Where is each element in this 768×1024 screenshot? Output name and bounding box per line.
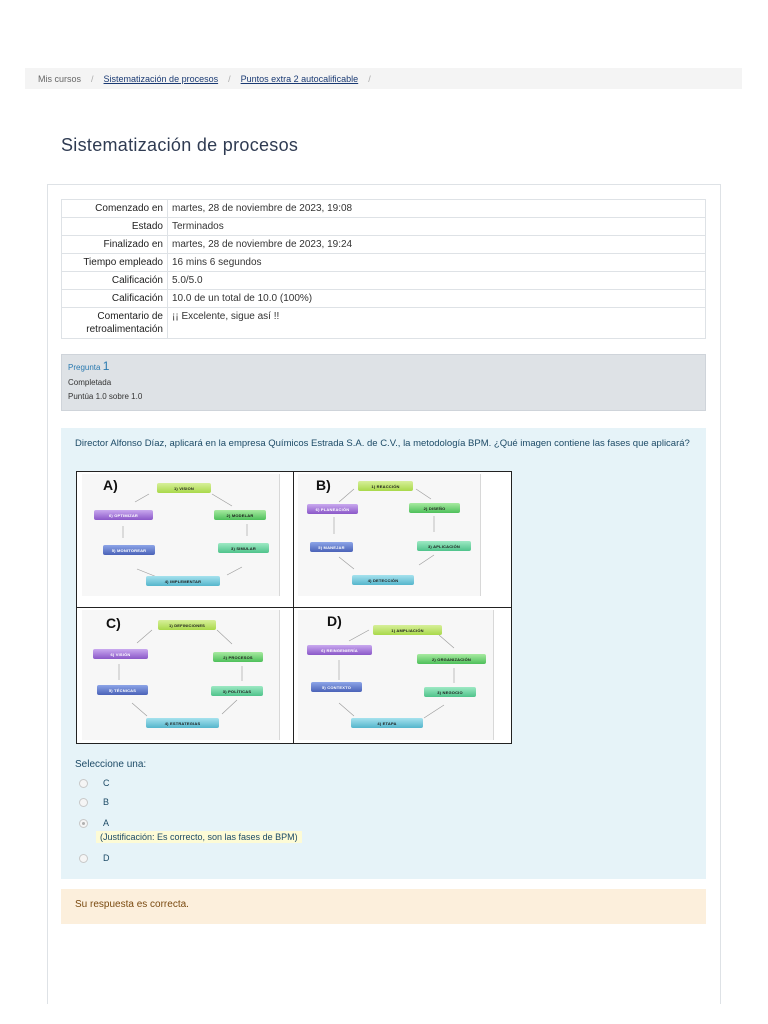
summary-row [62, 308, 706, 339]
summary-label: Tiempo empleado [62, 254, 168, 272]
phase-box: 1) AMPLIACIÓN [373, 625, 442, 635]
question-image [76, 471, 512, 744]
option-label: A [103, 818, 110, 828]
justification-text: (Justificación: Es correcto, son las fases de BPM) [96, 831, 302, 843]
question-number: 1 [102, 359, 110, 373]
phase-box: 5) TÉCNICAS [97, 685, 148, 695]
summary-row [62, 218, 706, 236]
phase-box: 3) APLICACIÓN [417, 541, 471, 551]
summary-value: martes, 28 de noviembre de 2023, 19:08 [168, 200, 706, 218]
phase-box: 3) SIMULAR [218, 543, 269, 553]
option-label: C [103, 778, 110, 788]
breadcrumb-separator: / [368, 73, 371, 84]
attempt-summary-table [61, 199, 706, 339]
phase-box: 6) REINGENIERÍA [307, 645, 372, 655]
summary-label: Calificación [62, 290, 168, 308]
summary-value: 16 mins 6 segundos [168, 254, 706, 272]
summary-label: Estado [62, 218, 168, 236]
phase-box: 6) PLANEACIÓN [307, 504, 358, 514]
summary-row [62, 200, 706, 218]
phase-box: 1) VISION [157, 483, 211, 493]
diagram-b [294, 472, 511, 608]
summary-row [62, 290, 706, 308]
radio-button[interactable] [79, 779, 88, 788]
page-title: Sistematización de procesos [61, 135, 299, 155]
diagram-letter: A) [103, 477, 118, 493]
question-score: Puntúa 1.0 sobre 1.0 [68, 392, 143, 401]
question-content [61, 428, 706, 879]
phase-box: 2) PROCESOS [213, 652, 263, 662]
option-label: D [103, 853, 110, 863]
summary-value: Terminados [168, 218, 706, 236]
phase-box: 4) DETECCIÓN [352, 575, 414, 585]
breadcrumb-separator: / [228, 73, 231, 84]
diagram-c [77, 608, 294, 743]
radio-button-selected[interactable] [79, 819, 88, 828]
summary-value: 5.0/5.0 [168, 272, 706, 290]
summary-label: Finalizado en [62, 236, 168, 254]
summary-value: 10.0 de un total de 10.0 (100%) [168, 290, 706, 308]
diagram-letter: D) [327, 613, 342, 629]
phase-box: 2) DISEÑO [409, 503, 460, 513]
phase-box: 5) MANEJAR [310, 542, 353, 552]
breadcrumb-separator: / [91, 73, 94, 84]
question-info-box [61, 354, 706, 411]
diagram-d [294, 608, 511, 743]
phase-box: 4) ESTRATEGIAS [146, 718, 219, 728]
question-label: Pregunta [68, 363, 101, 372]
radio-button[interactable] [79, 798, 88, 807]
option-a[interactable] [79, 818, 109, 828]
cycle-arrows [294, 472, 511, 608]
diagram-letter: B) [316, 477, 331, 493]
breadcrumb-course-link[interactable]: Sistematización de procesos [103, 73, 219, 84]
summary-label: Comentario de retroalimentación [62, 308, 168, 339]
question-state: Completada [68, 378, 112, 387]
phase-box: 2) ORGANIZACIÓN [417, 654, 486, 664]
summary-value: martes, 28 de noviembre de 2023, 19:24 [168, 236, 706, 254]
feedback-box: Su respuesta es correcta. [61, 889, 706, 924]
phase-box: 6) OPTIMIZAR [94, 510, 153, 520]
option-d[interactable] [79, 853, 110, 863]
question-text: Director Alfonso Díaz, aplicará en la empresa Químicos Estrada S.A. de C.V., la metodología BPM. ¿Qué imagen contiene las fases que aplicará? [75, 438, 690, 449]
summary-row [62, 236, 706, 254]
phase-box: 1) REACCIÓN [358, 481, 413, 491]
summary-row [62, 272, 706, 290]
option-c[interactable] [79, 778, 110, 788]
phase-box: 3) NEGOCIO [424, 687, 476, 697]
summary-label: Calificación [62, 272, 168, 290]
phase-box: 5) CONTEXTO [311, 682, 362, 692]
option-b[interactable] [79, 797, 109, 807]
diagram-a [77, 472, 294, 608]
radio-button[interactable] [79, 854, 88, 863]
phase-box: 2) MODELAR [214, 510, 266, 520]
option-label: B [103, 797, 110, 807]
phase-box: 5) MONITOREAR [103, 545, 155, 555]
answer-prompt: Seleccione una: [75, 759, 147, 770]
phase-box: 6) VISIÓN [93, 649, 148, 659]
breadcrumb [25, 68, 742, 89]
phase-box: 4) ETAPA [351, 718, 423, 728]
phase-box: 1) DEFINICIONES [158, 620, 216, 630]
phase-box: 3) POLÍTICAS [211, 686, 263, 696]
summary-value: ¡¡ Excelente, sigue así !! [168, 308, 706, 339]
diagram-letter: C) [106, 615, 121, 631]
breadcrumb-quiz-link[interactable]: Puntos extra 2 autocalificable [240, 73, 359, 84]
summary-label: Comenzado en [62, 200, 168, 218]
summary-row [62, 254, 706, 272]
breadcrumb-mis-cursos[interactable]: Mis cursos [38, 73, 82, 84]
phase-box: 4) IMPLEMENTAR [146, 576, 220, 586]
